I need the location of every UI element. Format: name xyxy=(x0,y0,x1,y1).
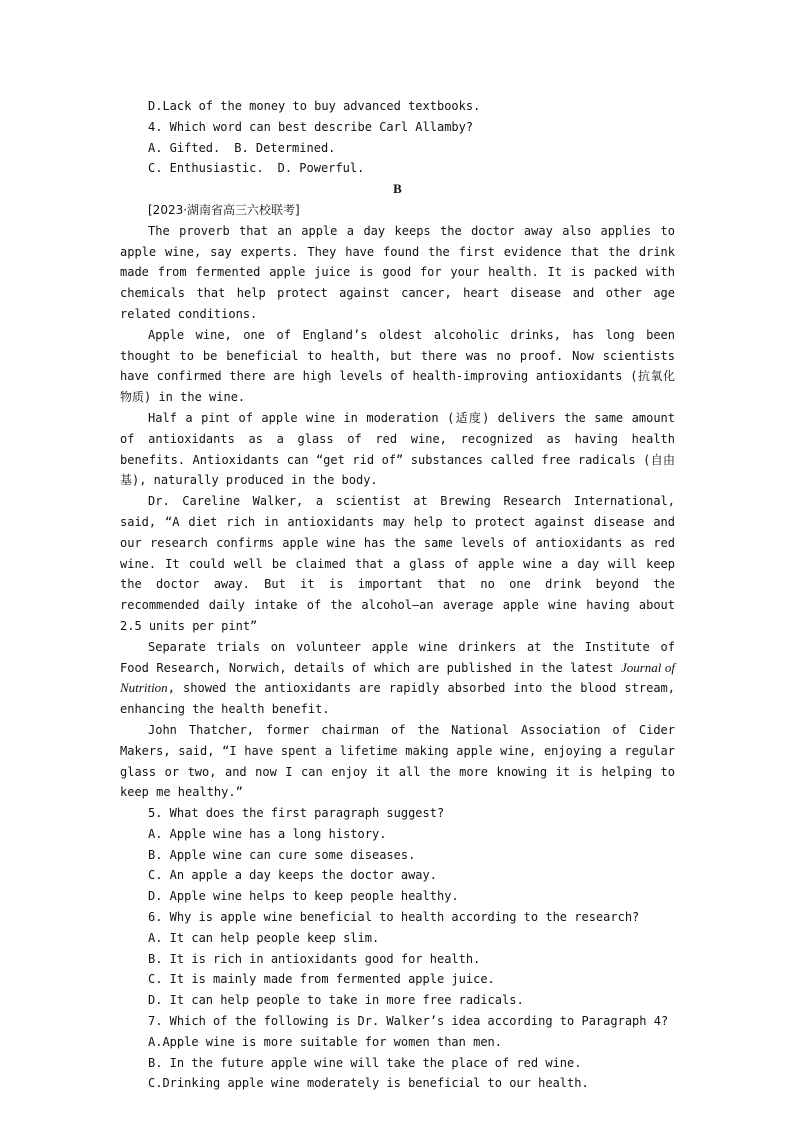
document-page xyxy=(120,96,675,1094)
q5-stem: 5. What does the first paragraph suggest? xyxy=(148,806,445,821)
p5-text-before: Separate trials on volunteer apple wine drinkers at the Institute of Food Research, Norwich, details of which are published in the latest xyxy=(120,639,675,675)
q6-option-b: B. It is rich in antioxidants good for health. xyxy=(148,951,481,966)
q6-option-c: C. It is mainly made from fermented apple juice. xyxy=(148,972,495,987)
passage-paragraph-5 xyxy=(120,637,675,720)
q4-option-c: C. Enthusiastic. xyxy=(148,161,264,176)
q7-stem: 7. Which of the following is Dr. Walker’s idea according to Paragraph 4? xyxy=(148,1014,669,1029)
prev-q3-option-d: D.Lack of the money to buy advanced textbooks. xyxy=(148,99,481,113)
q7-option-b: B. In the future apple wine will take the place of red wine. xyxy=(148,1055,582,1070)
q5-option-d: D. Apple wine helps to keep people healthy. xyxy=(148,889,459,904)
q5-option-c: C. An apple a day keeps the doctor away. xyxy=(148,868,437,883)
q4-stem: 4. Which word can best describe Carl Allamby? xyxy=(148,119,474,134)
passage-paragraph-3: Half a pint of apple wine in moderation (适度) delivers the same amount of antioxidants as a glass of red wine, recognized as having health benefits. Antioxidants can “get rid of” substances called free radicals (自由基), naturally produced in the body. xyxy=(120,410,675,488)
q4-options-row2 xyxy=(120,158,675,179)
q4-option-d: D. Powerful. xyxy=(277,161,365,176)
passage-paragraph-2: Apple wine, one of England’s oldest alcoholic drinks, has long been thought to be beneficial to health, but there was no proof. Now scientists have confirmed there are high levels of health-improving antioxidants (抗氧化物质) in the wine. xyxy=(120,327,675,405)
q4-options-row1 xyxy=(120,138,675,159)
q4-option-b: B. Determined. xyxy=(234,140,336,155)
q7-option-c: C.Drinking apple wine moderately is beneficial to our health. xyxy=(148,1076,589,1091)
source-tag: [2023·湖南省高三六校联考] xyxy=(148,202,300,217)
section-letter: B xyxy=(393,181,402,197)
q5-option-b: B. Apple wine can cure some diseases. xyxy=(148,847,416,862)
q7-option-a: A.Apple wine is more suitable for women than men. xyxy=(148,1034,503,1049)
passage-paragraph-1: The proverb that an apple a day keeps the doctor away also applies to apple wine, say experts. They have found the first evidence that the drink made from fermented apple juice is good for your health. It is packed with chemicals that help protect against cancer, heart disease and other age related conditions. xyxy=(120,223,675,321)
p5-text-after: , showed the antioxidants are rapidly absorbed into the blood stream, enhancing the health benefit. xyxy=(120,681,675,717)
passage-paragraph-4: Dr. Careline Walker, a scientist at Brewing Research International, said, “A diet rich in antioxidants may help to protect against disease and our research confirms apple wine has the same levels of antioxidants as red wine. It could well be claimed that a glass of apple wine a day will keep the doctor away. But it is important that no one drink beyond the recommended daily intake of the alcohol—an average apple wine having about 2.5 units per pint” xyxy=(120,494,675,633)
journal-title: Journal of Nutrition xyxy=(120,659,675,696)
q4-option-a: A. Gifted. xyxy=(148,140,221,155)
q6-option-a: A. It can help people keep slim. xyxy=(148,930,380,945)
q6-stem: 6. Why is apple wine beneficial to health according to the research? xyxy=(148,910,640,925)
q5-option-a: A. Apple wine has a long history. xyxy=(148,826,387,841)
q6-option-d: D. It can help people to take in more free radicals. xyxy=(148,993,524,1008)
passage-paragraph-6: John Thatcher, former chairman of the National Association of Cider Makers, said, “I have spent a lifetime making apple wine, enjoying a regular glass or two, and now I can enjoy it all the more knowing it is helping to keep me healthy.” xyxy=(120,722,675,800)
